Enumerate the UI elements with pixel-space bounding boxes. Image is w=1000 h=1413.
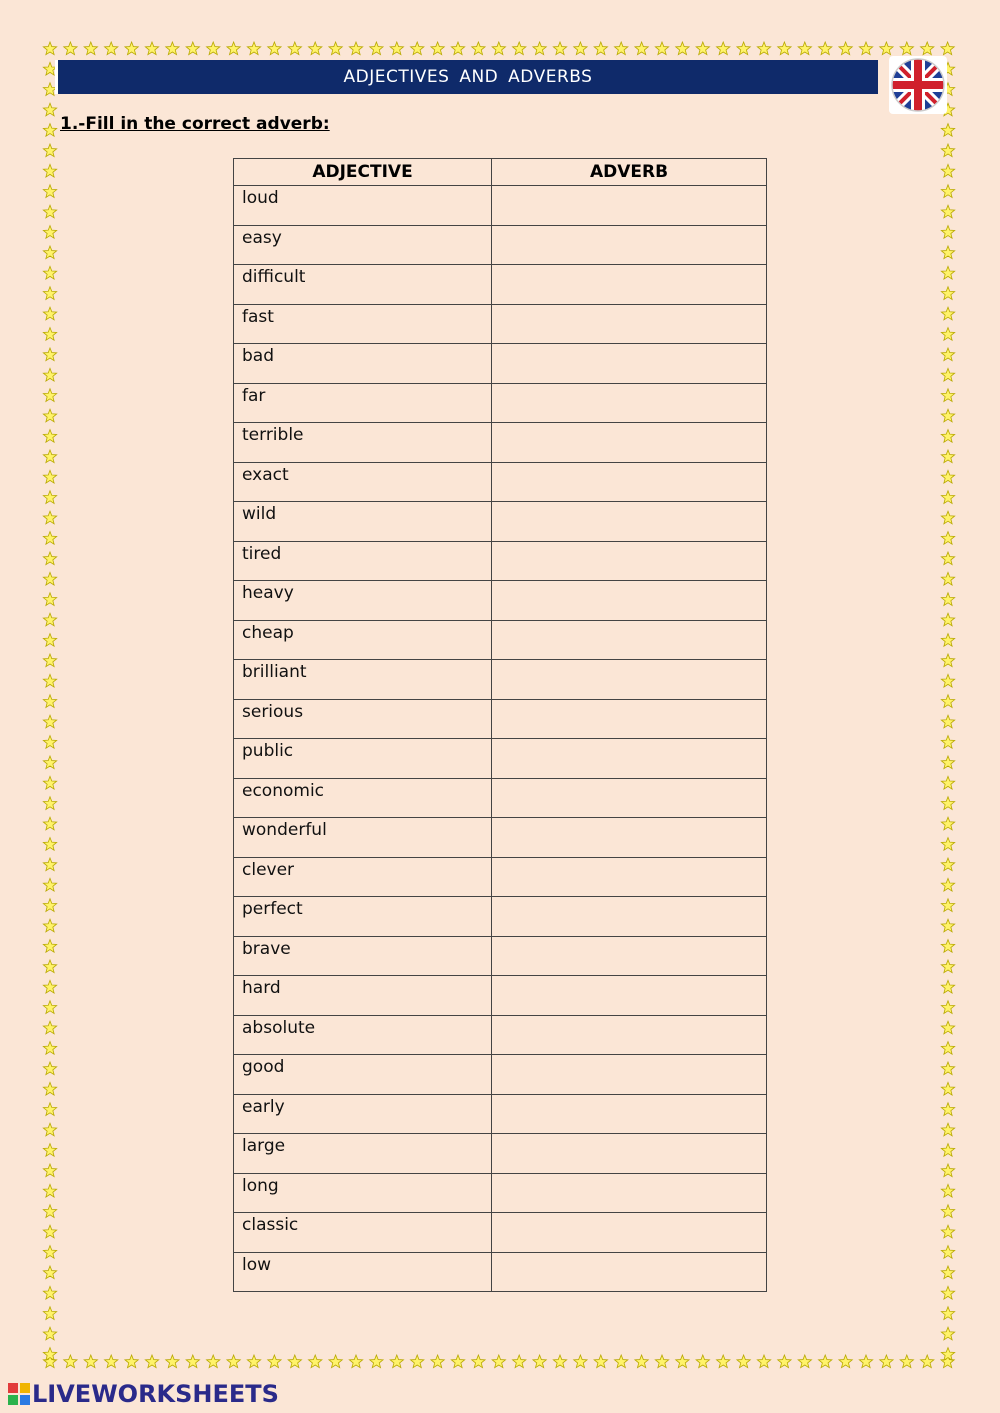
adjective-cell: public [234,739,492,779]
table-row [234,818,767,858]
adjective-cell: serious [234,699,492,739]
adjective-cell: brave [234,936,492,976]
adjective-cell: far [234,383,492,423]
adverb-answer-cell[interactable] [492,186,767,226]
adjective-cell: absolute [234,1015,492,1055]
adjective-cell: hard [234,976,492,1016]
adverb-answer-cell[interactable] [492,225,767,265]
table-row [234,778,767,818]
table-row [234,225,767,265]
table-row [234,581,767,621]
exercise-instruction: 1.-Fill in the correct adverb: [60,114,330,134]
brand-text: LIVEWORKSHEETS [32,1380,279,1408]
adverb-answer-cell[interactable] [492,660,767,700]
table-row [234,462,767,502]
adverb-answer-cell[interactable] [492,936,767,976]
adjective-cell: bad [234,344,492,384]
adjective-cell: perfect [234,897,492,937]
adverb-answer-cell[interactable] [492,778,767,818]
table-row [234,897,767,937]
adverb-answer-cell[interactable] [492,423,767,463]
table-row [234,1055,767,1095]
adverb-answer-cell[interactable] [492,1134,767,1174]
table-row [234,1094,767,1134]
adverb-answer-cell[interactable] [492,1055,767,1095]
adjective-cell: heavy [234,581,492,621]
adverb-answer-cell[interactable] [492,897,767,937]
adjective-cell: long [234,1173,492,1213]
table-row [234,1015,767,1055]
table-row [234,344,767,384]
adjective-cell: tired [234,541,492,581]
adverb-answer-cell[interactable] [492,976,767,1016]
adjective-cell: good [234,1055,492,1095]
adverb-answer-cell[interactable] [492,739,767,779]
adverb-answer-cell[interactable] [492,1213,767,1253]
table-row [234,660,767,700]
table-row [234,976,767,1016]
adjective-cell: low [234,1252,492,1292]
adverb-answer-cell[interactable] [492,818,767,858]
table-row [234,304,767,344]
table-row [234,699,767,739]
table-row [234,739,767,779]
adjective-cell: large [234,1134,492,1174]
adjective-cell: early [234,1094,492,1134]
adjective-cell: wonderful [234,818,492,858]
liveworksheets-logo [8,1381,279,1407]
table-row [234,1252,767,1292]
adverb-answer-cell[interactable] [492,502,767,542]
logo-blocks-icon [8,1383,30,1405]
adjective-cell: exact [234,462,492,502]
adverb-answer-cell[interactable] [492,581,767,621]
adverb-answer-cell[interactable] [492,344,767,384]
table-row [234,502,767,542]
page-title: ADJECTIVES AND ADVERBS [55,60,878,94]
column-header-adjective: ADJECTIVE [234,159,492,186]
adverb-answer-cell[interactable] [492,1094,767,1134]
adjective-cell: brilliant [234,660,492,700]
table-row [234,620,767,660]
table-row [234,423,767,463]
adjective-cell: cheap [234,620,492,660]
adverb-answer-cell[interactable] [492,620,767,660]
adjective-cell: economic [234,778,492,818]
table-row [234,857,767,897]
adverb-answer-cell[interactable] [492,265,767,305]
table-row [234,265,767,305]
table-row [234,541,767,581]
adverb-answer-cell[interactable] [492,383,767,423]
adverb-answer-cell[interactable] [492,462,767,502]
adjective-cell: clever [234,857,492,897]
adverb-answer-cell[interactable] [492,857,767,897]
adjective-cell: easy [234,225,492,265]
adverb-answer-cell[interactable] [492,699,767,739]
adjective-cell: difficult [234,265,492,305]
adverb-table [233,158,767,1292]
adverb-answer-cell[interactable] [492,1015,767,1055]
table-row [234,936,767,976]
adjective-cell: loud [234,186,492,226]
adjective-cell: terrible [234,423,492,463]
table-row [234,1134,767,1174]
adverb-answer-cell[interactable] [492,1173,767,1213]
adverb-answer-cell[interactable] [492,1252,767,1292]
column-header-adverb: ADVERB [492,159,767,186]
table-row [234,383,767,423]
adverb-answer-cell[interactable] [492,304,767,344]
table-row [234,186,767,226]
table-row [234,1213,767,1253]
uk-flag-icon [889,56,947,114]
adjective-cell: classic [234,1213,492,1253]
table-row [234,1173,767,1213]
adjective-cell: wild [234,502,492,542]
adjective-cell: fast [234,304,492,344]
adverb-answer-cell[interactable] [492,541,767,581]
